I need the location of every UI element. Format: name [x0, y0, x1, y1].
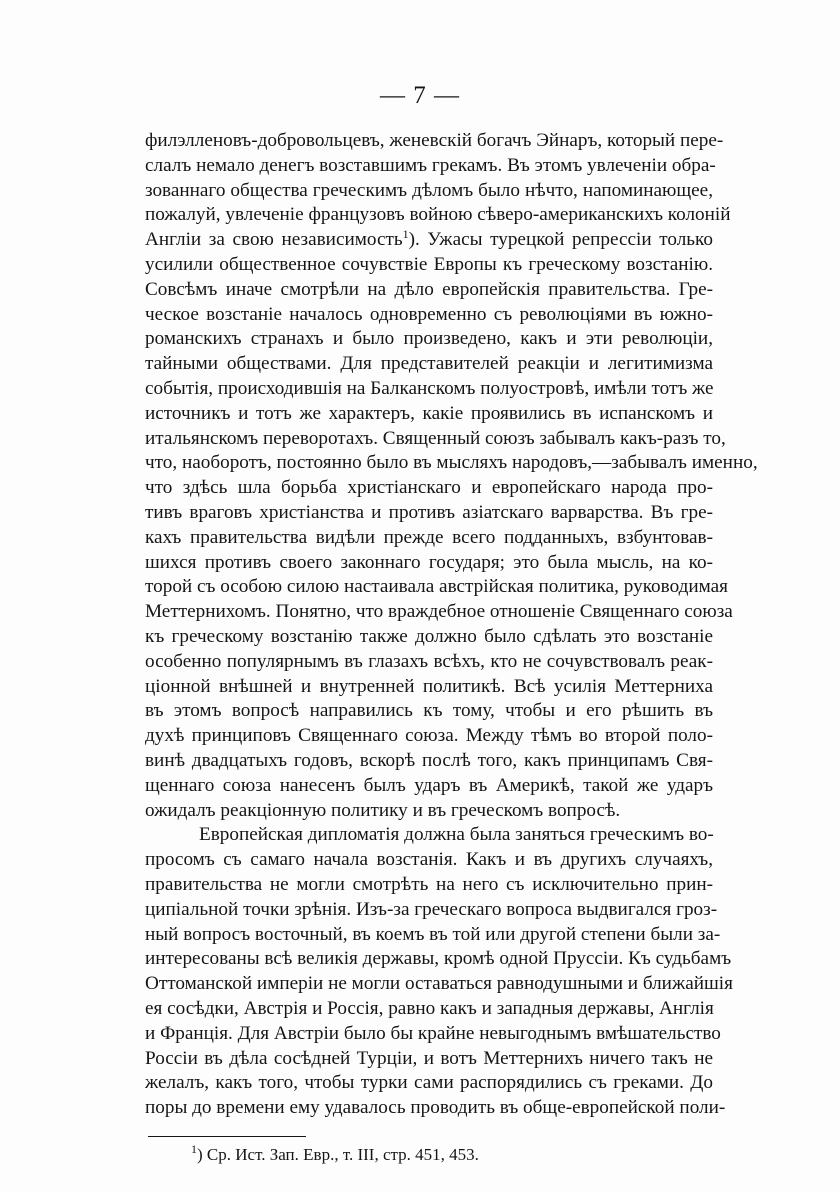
footnote-rule: [148, 1136, 306, 1137]
text-line: зованнаго общества греческимъ дѣломъ было нѣчто, напоминающее,: [145, 179, 713, 201]
text-line: пожалуй, увлеченіе французовъ войною сѣверо-американскихъ колоній: [145, 204, 731, 226]
text-line-end: ). Ужасы турецкой репрессіи только: [408, 229, 713, 251]
text-line: ный вопросъ восточный, въ коемъ въ той или другой степени были за-: [145, 923, 721, 945]
text-line: филэлленовъ-добровольцевъ, женевскій богачъ Эйнаръ, который пере-: [145, 130, 724, 151]
text-line: просомъ съ самаго начала возстанія. Какъ и въ другихъ случаяхъ,: [145, 849, 713, 871]
text-line: источникъ и тотъ же характеръ, какіе проявились въ испанскомъ и: [145, 402, 713, 424]
text-line: что здѣсь шла борьба христіанскаго и европейскаго народа про-: [145, 477, 713, 499]
text-line: интересованы всѣ великія державы, кромѣ одной Пруссіи. Къ судьбамъ: [145, 948, 732, 970]
text-line: итальянскомъ переворотахъ. Священный союзъ забывалъ какъ-разъ то,: [145, 427, 726, 449]
text-line: поры до времени ему удавалось проводить въ обще-европейской поли-: [145, 1097, 726, 1119]
text-line: ея сосѣдки, Австрія и Россія, равно какъ и западныя державы, Англія: [145, 998, 714, 1019]
text-line: щеннаго союза нанесенъ былъ ударъ въ Америкѣ, такой же ударъ: [145, 774, 713, 796]
text-line: Меттернихомъ. Понятно, что враждебное отношеніе Священнаго союза: [145, 601, 733, 623]
text-line: къ греческому возстанію также должно было сдѣлать это возстаніе: [145, 626, 713, 647]
text-line: особенно популярнымъ въ глазахъ всѣхъ, кто не сочувствовалъ реак-: [145, 650, 713, 672]
text-line: слалъ немало денегъ возставшимъ грекамъ. Въ этомъ увлеченіи обра-: [145, 154, 716, 176]
page-number: — 7 —: [380, 82, 460, 109]
footnote-reference: 1: [402, 227, 409, 242]
text-line: романскихъ странахъ и было произведено, какъ и эти революціи,: [145, 328, 713, 350]
footnote-text: ) Ср. Ист. Зап. Евр., т. III, стр. 451, 453.: [197, 1145, 479, 1164]
text-line: правительства не могли смотрѣть на него съ исключительно прин-: [145, 874, 713, 895]
text-line: Совсѣмъ иначе смотрѣли на дѣло европейскія правительства. Гре-: [145, 278, 713, 300]
text-line: винѣ двадцатыхъ годовъ, вскорѣ послѣ того, какъ принципамъ Свя-: [145, 750, 713, 771]
text-line: ціонной внѣшней и внутренней политикѣ. Всѣ усилія Меттерниха: [145, 675, 713, 697]
text-line: ципіальной точки зрѣнія. Изъ-за греческаго вопроса выдвигался гроз-: [145, 898, 718, 920]
text-line: духѣ принциповъ Священнаго союза. Между тѣмъ во второй поло-: [145, 725, 713, 747]
text-line: Россіи въ дѣла сосѣдней Турціи, и вотъ Меттернихъ ничего такъ не: [145, 1047, 713, 1069]
text-line: Оттоманской имперіи не могли оставаться равнодушными и ближайшія: [145, 973, 733, 995]
text-line: въ этомъ вопросѣ направились къ тому, чтобы и его рѣшить въ: [145, 700, 713, 722]
text-line: ожидалъ реакціонную политику и въ греческомъ вопросѣ.: [145, 799, 621, 821]
text-line: ческое возстаніе началось одновременно съ революціями въ южно-: [145, 303, 713, 325]
text-line: кахъ правительства видѣли прежде всего подданныхъ, взбунтовав-: [145, 526, 713, 548]
text-line: тивъ враговъ христіанства и противъ азіатскаго варварства. Въ гре-: [145, 502, 713, 523]
text-line: и Франція. Для Австріи было бы крайне невыгоднымъ вмѣшательство: [145, 1022, 721, 1044]
text-line: тайными обществами. Для представителей реакціи и легитимизма: [145, 353, 713, 375]
text-line: что, наоборотъ, постоянно было въ мысляхъ народовъ,—забывалъ именно,: [145, 452, 758, 474]
text-line: событія, происходившія на Балканскомъ полуостровѣ, имѣли тотъ же: [145, 378, 714, 399]
text-line-start: Англіи за свою независимость: [145, 229, 403, 251]
footnote-mark: 1: [191, 1142, 197, 1156]
text-line: желалъ, какъ того, чтобы турки сами распорядились съ греками. До: [145, 1072, 713, 1094]
paragraph-first-line: Европейская дипломатія должна была заняться греческимъ во-: [199, 824, 714, 846]
text-line: шихся противъ своего законнаго государя; это была мысль, на ко-: [145, 551, 713, 573]
footnote: [191, 1142, 479, 1168]
text-line: торой съ особою силою настаивала австрійская политика, руководимая: [145, 576, 729, 598]
text-line: усилили общественное сочувствіе Европы къ греческому возстанію.: [145, 254, 713, 275]
